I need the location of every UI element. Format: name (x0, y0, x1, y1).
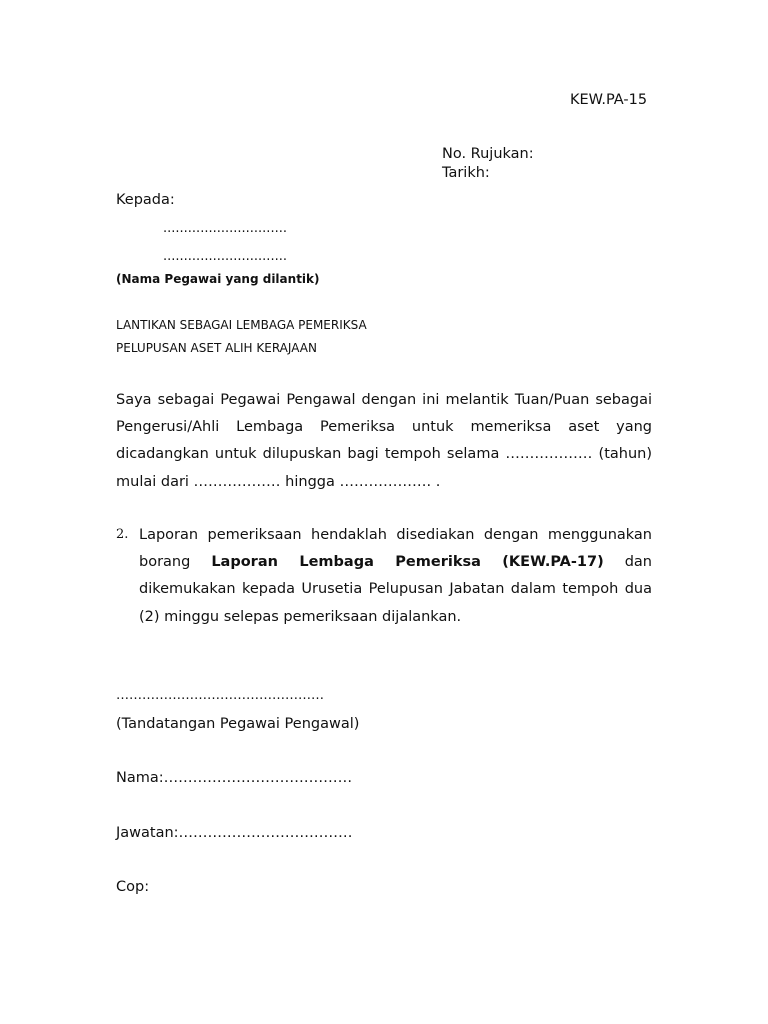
paragraph-2-text-end: dan dikemukakan kepada Urusetia Pelupusan Jabatan dalam tempoh dua (2) minggu selepas pemeriksaan dijalankan. (139, 554, 652, 625)
subject-line-2: PELUPUSAN ASET ALIH KERAJAAN (116, 341, 317, 355)
appointee-name-label: (Nama Pegawai yang dilantik) (116, 272, 320, 286)
date-label: Tarikh: (442, 165, 490, 181)
recipient-line-2: .............................. (163, 249, 287, 264)
reference-number-label: No. Rujukan: (442, 146, 534, 162)
recipient-label: Kepada: (116, 192, 175, 208)
signature-line: ………………………………………… (116, 688, 324, 703)
subject-line-1: LANTIKAN SEBAGAI LEMBAGA PEMERIKSA (116, 318, 367, 332)
paragraph-1: Saya sebagai Pegawai Pengawal dengan ini melantik Tuan/Puan sebagai Pengerusi/Ahli Lembaga Pemeriksa untuk memeriksa aset yang dicadangkan untuk dilupuskan bagi tempoh selama ……………… (tahun) mulai dari ……………… hingga ………………. . (116, 392, 652, 490)
stamp-label: Cop: (116, 879, 150, 895)
paragraph-2-form-reference: Laporan Lembaga Pemeriksa (KEW.PA-17) (211, 554, 604, 571)
recipient-line-1: .............................. (163, 221, 287, 236)
paragraph-2-text-start: Laporan pemeriksaan hendaklah disediakan dengan menggunakan borang (139, 527, 652, 571)
form-code: KEW.PA-15 (570, 92, 648, 108)
paragraph-2-number: 2. (116, 527, 129, 542)
paragraph-2 (139, 522, 652, 631)
signature-label: (Tandatangan Pegawai Pengawal) (116, 716, 360, 732)
name-field: Nama:………………………………… (116, 770, 353, 786)
position-field: Jawatan:……………………………… (116, 825, 353, 841)
